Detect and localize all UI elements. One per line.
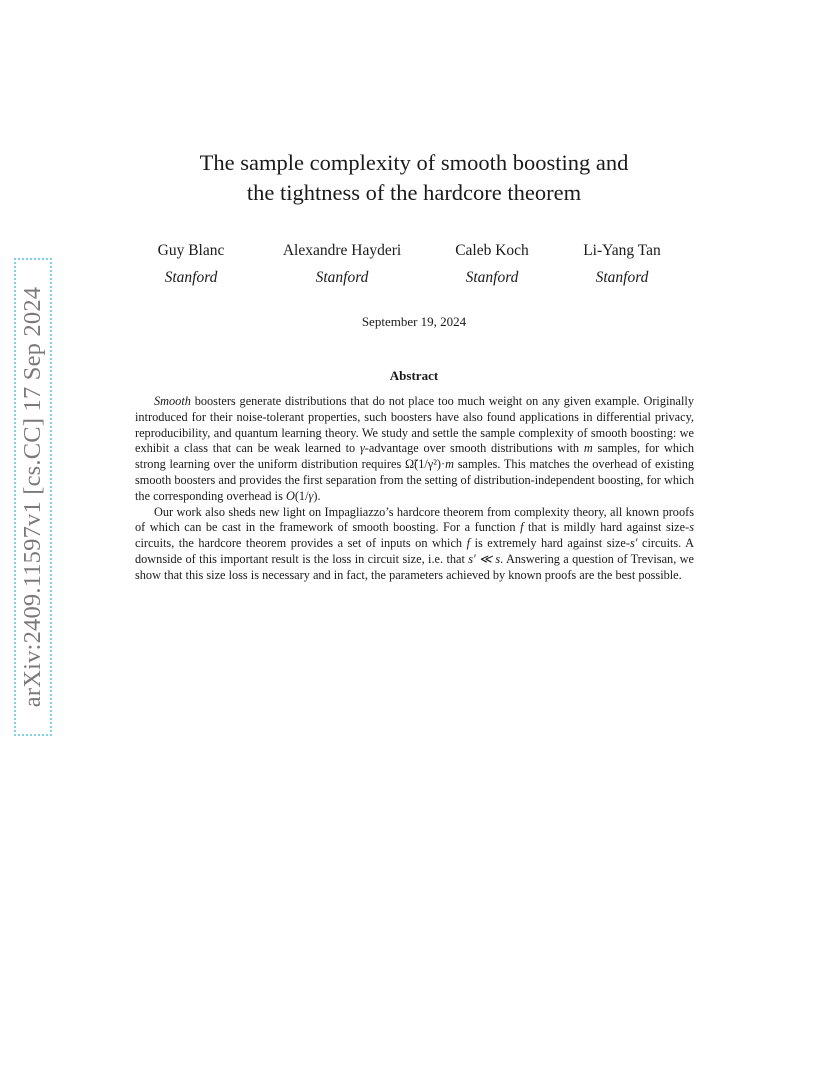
abstract-text: . Answering a question of Trevisan, we show that this size loss is necessary and in fact, the parameters achieved by known proofs are the best possible. [135,551,694,582]
abstract-paragraph-2 [135,505,694,584]
publication-date: September 19, 2024 [361,314,467,329]
math-symbol: m [445,457,454,472]
abstract-text: boosters generate distributions that do not place too much weight on any given example. Originally introduced for their noise-tolerant properties, such boosters have also found applications in differential privacy, reproducibility, and quantum learning theory. We study and settle the sample complexity of smooth boosting: we exhibit a class that can be weak learned to [135,394,694,456]
abstract-text: that is mildly hard against size- [523,520,690,535]
author-affiliation: Stanford [164,269,218,286]
math-symbol: s′ [629,536,638,551]
math-symbol: f [466,536,471,551]
abstract-text: is extremely hard against size- [470,536,630,551]
author-name: Caleb Koch [455,242,529,259]
author-name: Guy Blanc [157,242,225,259]
math-symbol: O [285,488,295,503]
math-symbol: γ [359,441,365,456]
author-2 [283,241,401,288]
math-symbol: s [689,520,694,535]
author-3 [455,241,529,288]
math-symbol: f [520,520,524,535]
abstract-text: circuits, the hardcore theorem provides a set of inputs on which [135,536,467,551]
abstract-text: samples. This matches the overhead of existing smooth boosters and provides the first separation from the setting of distribution-independent boosting, for which the corresponding overhead is [135,457,694,503]
title-line-2: the tightness of the hardcore theorem [246,180,582,205]
abstract-heading: Abstract [389,368,439,383]
author-affiliation: Stanford [315,269,369,286]
math-symbol: m [583,441,593,456]
abstract-text: samples, for which strong learning over the uniform distribution requires [135,441,695,472]
author-1 [158,241,225,288]
title-line-1: The sample complexity of smooth boosting and [199,150,629,175]
author-name: Li-Yang Tan [583,242,661,259]
abstract-body [135,394,694,584]
author-affiliation: Stanford [595,269,649,286]
math-expression: Ω̃(1/γ²)· [404,457,446,472]
author-name: Alexandre Hayderi [282,242,402,259]
math-symbol: γ [308,488,314,503]
abstract-emphasis: Smooth [154,394,191,408]
abstract-text: Our work also sheds new light on Impagliazzo’s hardcore theorem from complexity theory, all known proofs of which can be cast in the framework of smooth boosting. For a function [135,504,694,535]
abstract-text: (1/ [294,488,309,503]
paper-title [0,148,828,208]
math-expression: s′ ≪ s [468,551,501,566]
abstract-text: ). [313,488,321,503]
abstract-paragraph-1 [135,394,694,505]
abstract-text: circuits. A downside of this important result is the loss in circuit size, i.e. that [135,536,694,566]
author-4 [583,241,661,288]
author-affiliation: Stanford [465,269,519,286]
abstract-text: -advantage over smooth distributions with [364,441,584,456]
arxiv-identifier: arXiv:2409.11597v1 [cs.CC] 17 Sep 2024 [19,286,46,708]
